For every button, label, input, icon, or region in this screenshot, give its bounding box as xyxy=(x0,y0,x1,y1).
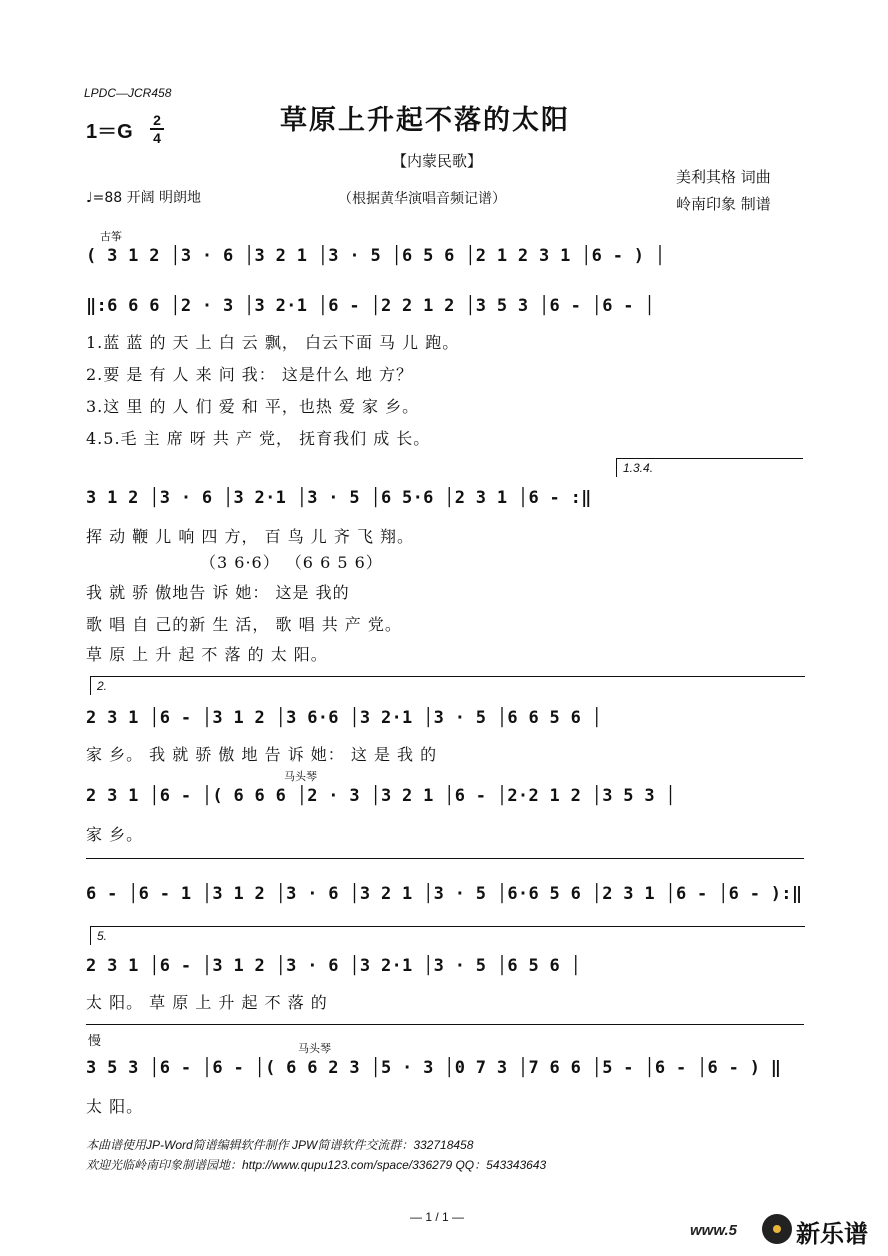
page-number: — 1 / 1 — xyxy=(410,1210,465,1224)
score-code: LPDC—JCR458 xyxy=(84,86,172,100)
watermark-name: 新乐谱 xyxy=(796,1220,868,1248)
intro-instrument: 古筝 xyxy=(100,230,122,243)
section-rule-2 xyxy=(86,1024,804,1025)
notation-line-2: 3 1 2 │3 · 6 │3 2·1 │3 · 5 │6 5·6 │2 3 1 │6 - :‖ xyxy=(86,488,592,508)
slow-mark: 慢 xyxy=(88,1034,102,1049)
lyric-line-1-2: 2.要 是 有 人 来 问 我： 这是什么 地 方？ xyxy=(86,365,414,384)
notation-line-4: 2 3 1 │6 - │( 6 6 6 │2 · 3 │3 2 1 │6 - │2·2 1 2 │3 5 3 │ xyxy=(86,786,676,806)
source-note: （根据黄华演唱音频记谱） xyxy=(338,191,506,207)
watermark-url: www.5 xyxy=(690,1222,737,1239)
notation-line-3: 2 3 1 │6 - │3 1 2 │3 6·6 │3 2·1 │3 · 5 │6 6 5 6 │ xyxy=(86,708,603,728)
volta-5-label: 5. xyxy=(97,929,108,943)
volta-1-3-4-label: 1.3.4. xyxy=(623,461,654,475)
intro-line: ( 3 1 2 │3 · 6 │3 2 1 │3 · 5 │6 5 6 │2 1 2 3 1 │6 - ) │ xyxy=(86,246,666,266)
credit-engraver: 岭南印象 制谱 xyxy=(676,195,771,213)
lyric-line-2-4: 草 原 上 升 起 不 落 的 太 阳。 xyxy=(86,645,328,664)
record-disc-icon xyxy=(762,1214,792,1244)
time-signature xyxy=(150,113,164,145)
notation-line-6: 2 3 1 │6 - │3 1 2 │3 · 6 │3 2·1 │3 · 5 │6 5 6 │ xyxy=(86,956,582,976)
notation-line-5: 6 - │6 - 1 │3 1 2 │3 · 6 │3 2 1 │3 · 5 │6·6 5 6 │2 3 1 │6 - │6 - ):‖ xyxy=(86,884,803,904)
lyric-line-7: 太 阳。 xyxy=(86,1097,144,1116)
footer-software-note: 本曲谱使用JP-Word简谱编辑软件制作 JPW简谱软件交流群：332718458 xyxy=(86,1138,474,1152)
lyric-line-2-alt-notes: （3 6·6） （6 6 5 6） xyxy=(200,553,383,572)
lyric-line-1-4: 4.5.毛 主 席 呀 共 产 党， 抚育我们 成 长。 xyxy=(86,429,431,448)
section-rule xyxy=(86,858,804,859)
lyric-line-4: 家 乡。 xyxy=(86,825,144,844)
footer-website-note: 欢迎光临岭南印象制谱园地：http://www.qupu123.com/space/336279 QQ：543343643 xyxy=(86,1158,547,1172)
lyric-line-3: 家 乡。 我 就 骄 傲 地 告 诉 她： 这 是 我 的 xyxy=(86,745,438,764)
lyric-line-2-1: 挥 动 鞭 儿 响 四 方， 百 鸟 儿 齐 飞 翔。 xyxy=(86,527,415,546)
notation-line-7: 3 5 3 │6 - │6 - │( 6 6 2 3 │5 · 3 │0 7 3 │7 6 6 │5 - │6 - │6 - ) ‖ xyxy=(86,1058,782,1078)
volta-1-3-4 xyxy=(616,458,803,477)
notation-line-1: ‖:6 6 6 │2 · 3 │3 2·1 │6 - │2 2 1 2 │3 5 3 │6 - │6 - │ xyxy=(86,296,655,316)
credit-lyrics-music: 美利其格 词曲 xyxy=(676,168,771,186)
tempo-mark: ♩=88 开阔 明朗地 xyxy=(86,190,202,206)
genre-label: 【内蒙民歌】 xyxy=(392,152,483,170)
volta-2 xyxy=(90,676,805,695)
volta-2-label: 2. xyxy=(97,679,108,693)
lyric-line-6: 太 阳。 草 原 上 升 起 不 落 的 xyxy=(86,993,328,1012)
instrument-morin-khuur-2: 马头琴 xyxy=(298,1042,331,1055)
key-signature: 1＝G xyxy=(86,121,133,143)
lyric-line-2-2: 我 就 骄 傲地告 诉 她： 这是 我的 xyxy=(86,583,350,602)
meter-top: 2 xyxy=(153,112,161,128)
instrument-morin-khuur-1: 马头琴 xyxy=(284,770,317,783)
watermark-logo xyxy=(690,1208,880,1250)
song-title: 草原上升起不落的太阳 xyxy=(280,105,570,136)
lyric-line-2-3: 歌 唱 自 己的新 生 活， 歌 唱 共 产 党。 xyxy=(86,615,402,634)
meter-bottom: 4 xyxy=(153,130,161,146)
volta-5 xyxy=(90,926,805,945)
lyric-line-1-3: 3.这 里 的 人 们 爱 和 平，也热 爱 家 乡。 xyxy=(86,397,420,416)
lyric-line-1-1: 1.蓝 蓝 的 天 上 白 云 飘， 白云下面 马 儿 跑。 xyxy=(86,333,460,352)
